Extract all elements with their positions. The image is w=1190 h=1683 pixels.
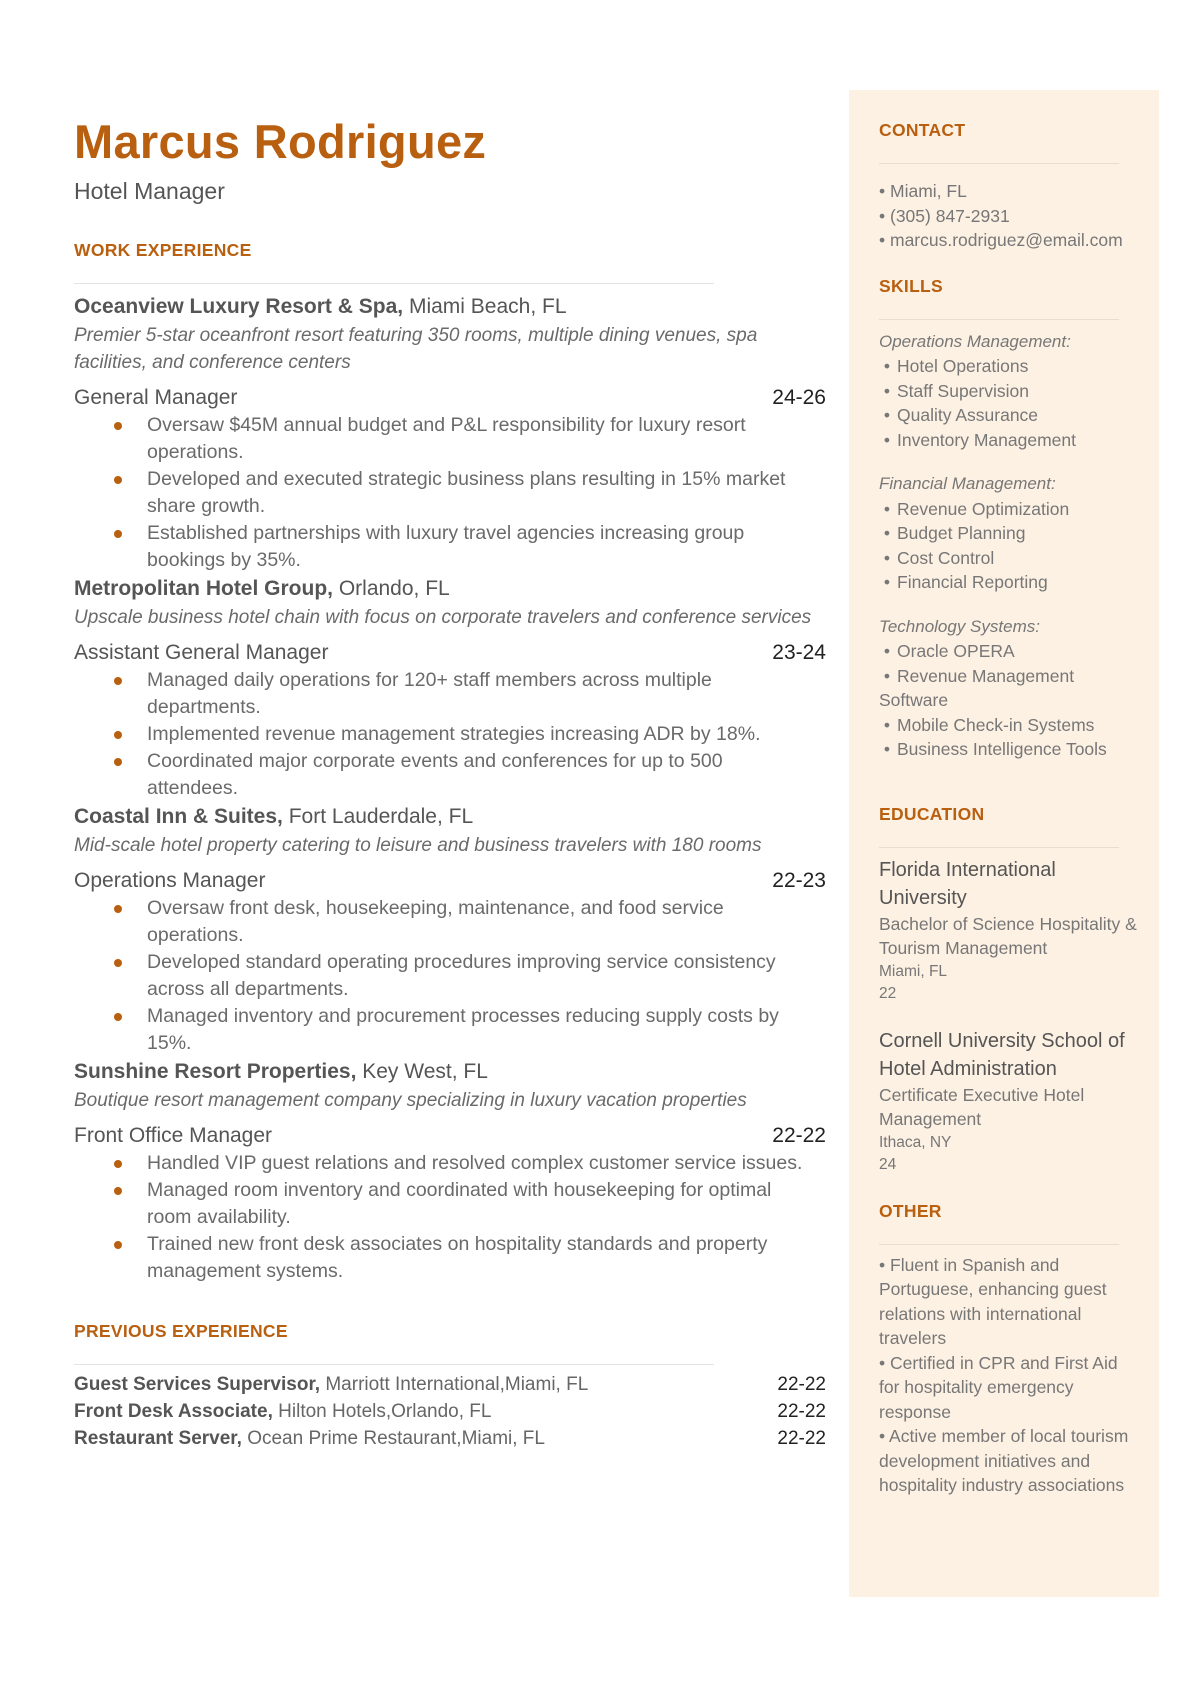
education-degree: Certificate Executive Hotel Management <box>879 1084 1085 1129</box>
skill-group <box>879 330 1141 453</box>
job-dates: 23-24 <box>772 641 826 664</box>
previous-role: Restaurant Server, <box>74 1428 242 1449</box>
job-bullet: Handled VIP guest relations and resolved complex customer service issues. <box>74 1150 826 1177</box>
previous-dates: 22-22 <box>777 1428 826 1449</box>
divider <box>74 1364 714 1365</box>
education-heading: EDUCATION <box>879 803 985 824</box>
job-description: Premier 5-star oceanfront resort featuring 350 rooms, multiple dining venues, spa facilities, and conference centers <box>74 325 758 373</box>
previous-role: Front Desk Associate, <box>74 1401 273 1422</box>
job-company: Coastal Inn & Suites, <box>74 805 283 828</box>
skill-item: • Revenue Optimization <box>879 498 1070 519</box>
skill-category: Operations Management: <box>879 331 1071 351</box>
job-location: Fort Lauderdale, FL <box>288 805 474 828</box>
skill-item: • Staff Supervision <box>879 380 1029 401</box>
job-bullet: Trained new front desk associates on hospitality standards and property management systems. <box>74 1231 826 1285</box>
job-bullet: Managed inventory and procurement processes reducing supply costs by 15%. <box>74 1003 826 1057</box>
education-degree: Bachelor of Science Hospitality & Tourism Management <box>879 913 1137 958</box>
divider <box>879 319 1119 320</box>
divider <box>879 847 1119 848</box>
previous-role: Guest Services Supervisor, <box>74 1374 321 1395</box>
other-heading: OTHER <box>879 1200 942 1221</box>
job-position-row <box>74 384 826 412</box>
contact-location: • Miami, FL <box>879 179 1141 204</box>
previous-item <box>74 1425 826 1452</box>
skill-category: Technology Systems: <box>879 616 1040 636</box>
contact-email[interactable]: • marcus.rodriguez@email.com <box>879 228 1141 253</box>
education-school: Florida International University <box>879 858 1056 909</box>
skill-item: • Budget Planning <box>879 523 1026 543</box>
skills-heading: SKILLS <box>879 275 944 296</box>
contact-heading: CONTACT <box>879 120 966 140</box>
previous-org: Hilton Hotels,Orlando, FL <box>278 1401 492 1422</box>
job-location: Miami Beach, FL <box>408 295 567 318</box>
job-position-row <box>74 639 826 667</box>
job-entry <box>74 574 826 802</box>
other-item: • Fluent in Spanish and Portuguese, enhancing guest relations with international travelers <box>879 1254 1107 1348</box>
education-location: Miami, FL <box>879 962 948 980</box>
other-item: • Certified in CPR and First Aid for hospitality emergency response <box>879 1352 1118 1422</box>
job-company-line <box>74 574 826 604</box>
job-company: Metropolitan Hotel Group, <box>74 577 333 600</box>
education-entry <box>879 1027 1141 1176</box>
other-list <box>879 1253 1141 1498</box>
job-position-row <box>74 867 826 895</box>
job-bullet: Managed room inventory and coordinated with housekeeping for optimal room availability. <box>74 1177 826 1231</box>
skill-item: • Inventory Management <box>879 429 1076 450</box>
skill-item: • Business Intelligence Tools <box>879 739 1107 759</box>
previous-org: Marriott International,Miami, FL <box>325 1374 589 1395</box>
skill-item: • Financial Reporting <box>879 572 1048 592</box>
contact-list <box>879 179 1141 253</box>
job-company-line <box>74 802 826 832</box>
job-bullet: Established partnerships with luxury travel agencies increasing group bookings by 35%. <box>74 520 826 574</box>
job-dates: 24-26 <box>772 386 826 409</box>
skill-group <box>879 472 1141 595</box>
job-bullets <box>74 667 826 802</box>
job-position: General Manager <box>74 386 238 409</box>
education-entry <box>879 856 1141 1005</box>
previous-item <box>74 1398 826 1425</box>
job-position: Front Office Manager <box>74 1124 273 1147</box>
skill-item: • Mobile Check-in Systems <box>879 714 1095 735</box>
education-school: Cornell University School of Hotel Administration <box>879 1029 1125 1080</box>
job-entry <box>74 802 826 1057</box>
main-column <box>74 112 826 1452</box>
skill-category: Financial Management: <box>879 474 1056 493</box>
education-location: Ithaca, NY <box>879 1133 952 1151</box>
sidebar <box>849 90 1159 1597</box>
previous-experience-heading: PREVIOUS EXPERIENCE <box>74 1321 288 1341</box>
job-position: Assistant General Manager <box>74 641 329 664</box>
previous-item <box>74 1371 826 1398</box>
job-bullet: Managed daily operations for 120+ staff members across multiple departments. <box>74 667 826 721</box>
job-bullet: Oversaw $45M annual budget and P&L responsibility for luxury resort operations. <box>74 412 826 466</box>
skill-item: • Hotel Operations <box>879 356 1029 376</box>
candidate-title: Hotel Manager <box>74 178 225 204</box>
other-item: • Active member of local tourism development initiatives and hospitality industry associations <box>879 1426 1129 1495</box>
work-experience-heading: WORK EXPERIENCE <box>74 240 252 260</box>
contact-phone[interactable]: • (305) 847-2931 <box>879 204 1141 229</box>
job-bullets <box>74 895 826 1057</box>
job-entry <box>74 1057 826 1285</box>
job-bullet: Coordinated major corporate events and conferences for up to 500 attendees. <box>74 748 826 802</box>
job-bullets <box>74 412 826 574</box>
divider <box>879 163 1119 164</box>
candidate-name: Marcus Rodriguez <box>74 115 487 168</box>
job-bullet: Developed standard operating procedures improving service consistency across all departments. <box>74 949 826 1003</box>
job-position-row <box>74 1122 826 1150</box>
previous-dates: 22-22 <box>777 1401 826 1422</box>
job-description: Upscale business hotel chain with focus on corporate travelers and conference services <box>74 607 812 628</box>
previous-org: Ocean Prime Restaurant,Miami, FL <box>247 1428 545 1449</box>
skill-item: • Quality Assurance <box>879 405 1039 425</box>
job-dates: 22-23 <box>772 869 826 892</box>
education-year: 24 <box>879 1155 897 1173</box>
job-company-line <box>74 1057 826 1087</box>
job-bullets <box>74 1150 826 1285</box>
job-company: Sunshine Resort Properties, <box>74 1060 357 1083</box>
skill-item: • Revenue Management Software <box>879 665 1075 710</box>
job-position: Operations Manager <box>74 869 266 892</box>
job-location: Key West, FL <box>362 1060 488 1083</box>
job-description: Mid-scale hotel property catering to leisure and business travelers with 180 rooms <box>74 835 762 856</box>
skill-item: • Cost Control <box>879 547 995 568</box>
divider <box>879 1244 1119 1245</box>
job-dates: 22-22 <box>772 1124 826 1147</box>
job-bullet: Oversaw front desk, housekeeping, maintenance, and food service operations. <box>74 895 826 949</box>
previous-dates: 22-22 <box>777 1374 826 1395</box>
job-description: Boutique resort management company specializing in luxury vacation properties <box>74 1090 747 1111</box>
divider <box>74 283 714 284</box>
previous-experience-list <box>74 1371 826 1452</box>
job-location: Orlando, FL <box>338 577 450 600</box>
job-company-line <box>74 292 826 322</box>
skill-item: • Oracle OPERA <box>879 641 1015 661</box>
education-year: 22 <box>879 984 897 1002</box>
skill-group <box>879 615 1141 762</box>
job-bullet: Developed and executed strategic business plans resulting in 15% market share growth. <box>74 466 826 520</box>
job-company: Oceanview Luxury Resort & Spa, <box>74 295 404 318</box>
job-entry <box>74 292 826 574</box>
job-bullet: Implemented revenue management strategies increasing ADR by 18%. <box>74 721 826 748</box>
sidebar-content <box>879 90 1141 1498</box>
